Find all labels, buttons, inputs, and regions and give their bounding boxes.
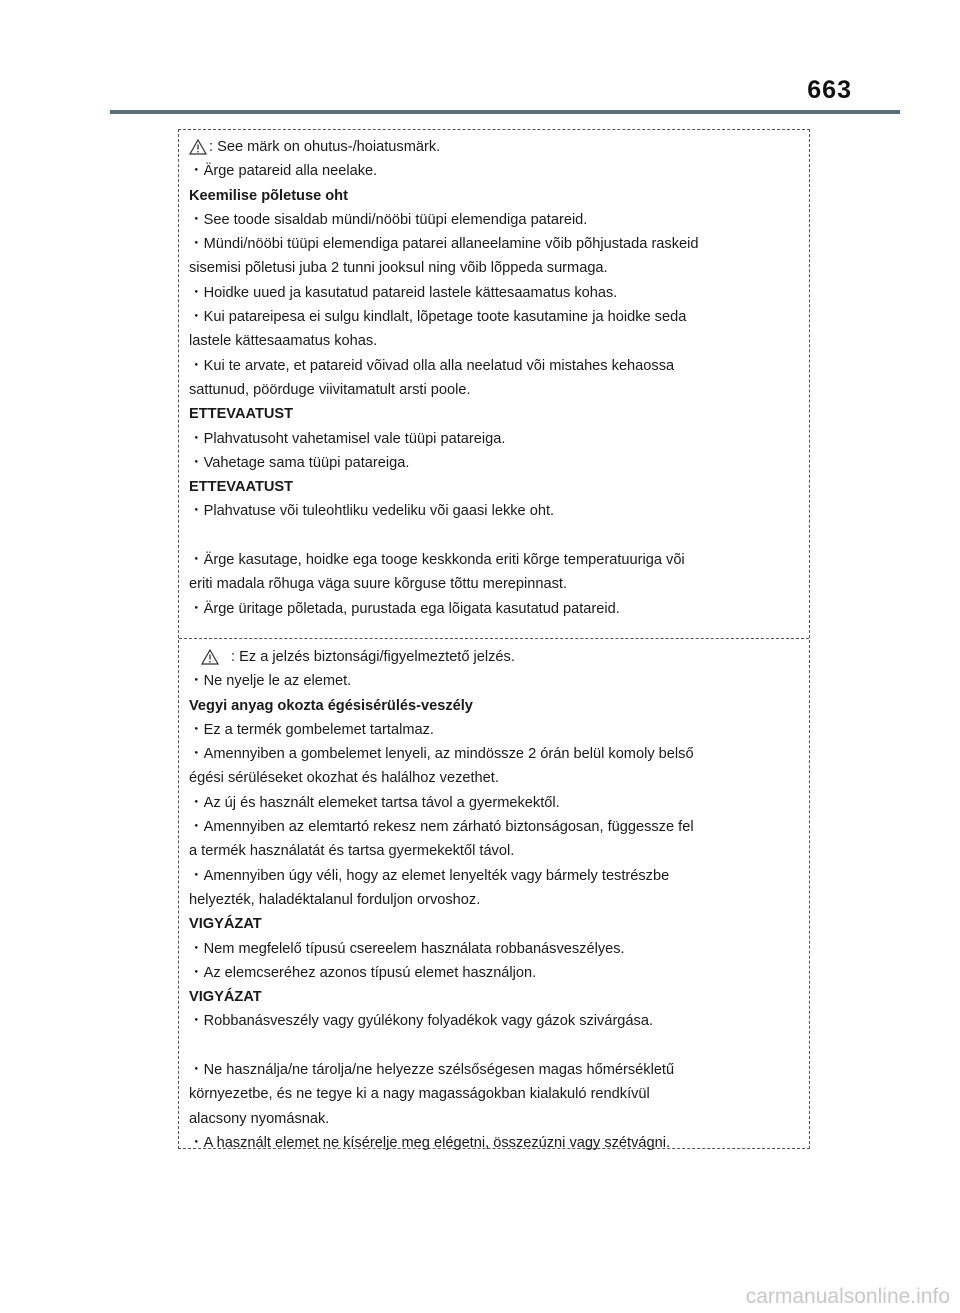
page-number: 663 <box>807 76 852 104</box>
text-line: ・Nem megfelelő típusú csereelem használata robbanásveszélyes. <box>189 940 625 957</box>
text-line: ・Kui patareipesa ei sulgu kindlalt, lõpetage toote kasutamine ja hoidke seda <box>189 309 687 326</box>
text-line: ・Mündi/nööbi tüüpi elemendiga patarei allaneelamine võib põhjustada raskeid <box>189 236 699 253</box>
text-line: ・Hoidke uued ja kasutatud patareid lastele kättesaamatus kohas. <box>189 284 618 301</box>
estonian-lines <box>189 159 799 621</box>
text-line: sattunud, pöörduge viivitamatult arsti poole. <box>189 381 471 398</box>
hungarian-section <box>179 638 809 1155</box>
text-line: ・A használt elemet ne kísérelje meg elégetni, összezúzni vagy szétvágni. <box>189 1134 671 1151</box>
warning-triangle-icon <box>201 649 219 665</box>
text-line: ・Kui te arvate, et patareid võivad olla alla neelatud või mistahes kehaossa <box>189 357 675 374</box>
section-heading: Vegyi anyag okozta égésisérülés-veszély <box>189 697 473 714</box>
section-heading: ETTEVAATUST <box>189 479 294 496</box>
blank-line <box>189 524 799 548</box>
text-line: ・Ne használja/ne tárolja/ne helyezze szélsőségesen magas hőmérsékletű <box>189 1062 675 1079</box>
text-line: helyezték, haladéktalanul forduljon orvoshoz. <box>189 891 481 908</box>
text-line: lastele kättesaamatus kohas. <box>189 333 378 350</box>
text-line: ・Az elemcseréhez azonos típusú elemet használjon. <box>189 964 537 981</box>
text-line: égési sérüléseket okozhat és halálhoz vezethet. <box>189 770 499 787</box>
text-line: sisemisi põletusi juba 2 tunni jooksul ning võib lõppeda surmaga. <box>189 260 608 277</box>
text-line: ・Ärge patareid alla neelake. <box>189 163 378 180</box>
header-rule <box>110 110 900 114</box>
blank-line <box>189 1034 799 1058</box>
warning-triangle-icon <box>189 139 207 155</box>
section-heading: ETTEVAATUST <box>189 406 294 423</box>
text-line: eriti madala rõhuga väga suure kõrguse tõttu merepinnast. <box>189 576 568 593</box>
warning-symbol-text: : See märk on ohutus-/hoiatusmärk. <box>209 139 441 155</box>
watermark: carmanualsonline.info <box>745 1285 950 1308</box>
text-line: ・Amennyiben úgy véli, hogy az elemet lenyelték vagy bármely testrészbe <box>189 867 670 884</box>
section-heading: Keemilise põletuse oht <box>189 187 348 204</box>
text-line: alacsony nyomásnak. <box>189 1110 330 1127</box>
text-line: ・Ärge üritage põletada, purustada ega lõigata kasutatud patareid. <box>189 600 620 617</box>
text-line: ・Ne nyelje le az elemet. <box>189 673 352 690</box>
section-heading: VIGYÁZAT <box>189 989 262 1006</box>
text-line: környezetbe, és ne tegye ki a nagy magasságokban kialakuló rendkívül <box>189 1086 650 1103</box>
text-line: ・Plahvatuse või tuleohtliku vedeliku või gaasi lekke oht. <box>189 503 555 520</box>
text-line: ・See toode sisaldab mündi/nööbi tüüpi elemendiga patareid. <box>189 211 588 228</box>
text-line: ・Az új és használt elemeket tartsa távol a gyermekektől. <box>189 794 560 811</box>
text-line: ・Vahetage sama tüüpi patareiga. <box>189 454 410 471</box>
text-line: ・Amennyiben az elemtartó rekesz nem zárható biztonságosan, függessze fel <box>189 819 694 836</box>
text-line: ・Ärge kasutage, hoidke ega tooge keskkonda eriti kõrge temperatuuriga või <box>189 552 685 569</box>
warning-symbol-line <box>189 135 799 159</box>
notice-box <box>178 129 810 1149</box>
hungarian-lines <box>189 669 799 1155</box>
text-line: a termék használatát és tartsa gyermekektől távol. <box>189 843 515 860</box>
warning-symbol-line <box>189 645 799 669</box>
text-line: ・Amennyiben a gombelemet lenyeli, az mindössze 2 órán belül komoly belső <box>189 746 694 763</box>
text-line: ・Plahvatusoht vahetamisel vale tüüpi patareiga. <box>189 430 506 447</box>
text-line: ・Ez a termék gombelemet tartalmaz. <box>189 721 434 738</box>
estonian-section <box>179 135 809 621</box>
section-heading: VIGYÁZAT <box>189 916 262 933</box>
warning-symbol-text: : Ez a jelzés biztonsági/figyelmeztető jelzés. <box>231 649 515 665</box>
text-line: ・Robbanásveszély vagy gyúlékony folyadékok vagy gázok szivárgása. <box>189 1013 654 1030</box>
